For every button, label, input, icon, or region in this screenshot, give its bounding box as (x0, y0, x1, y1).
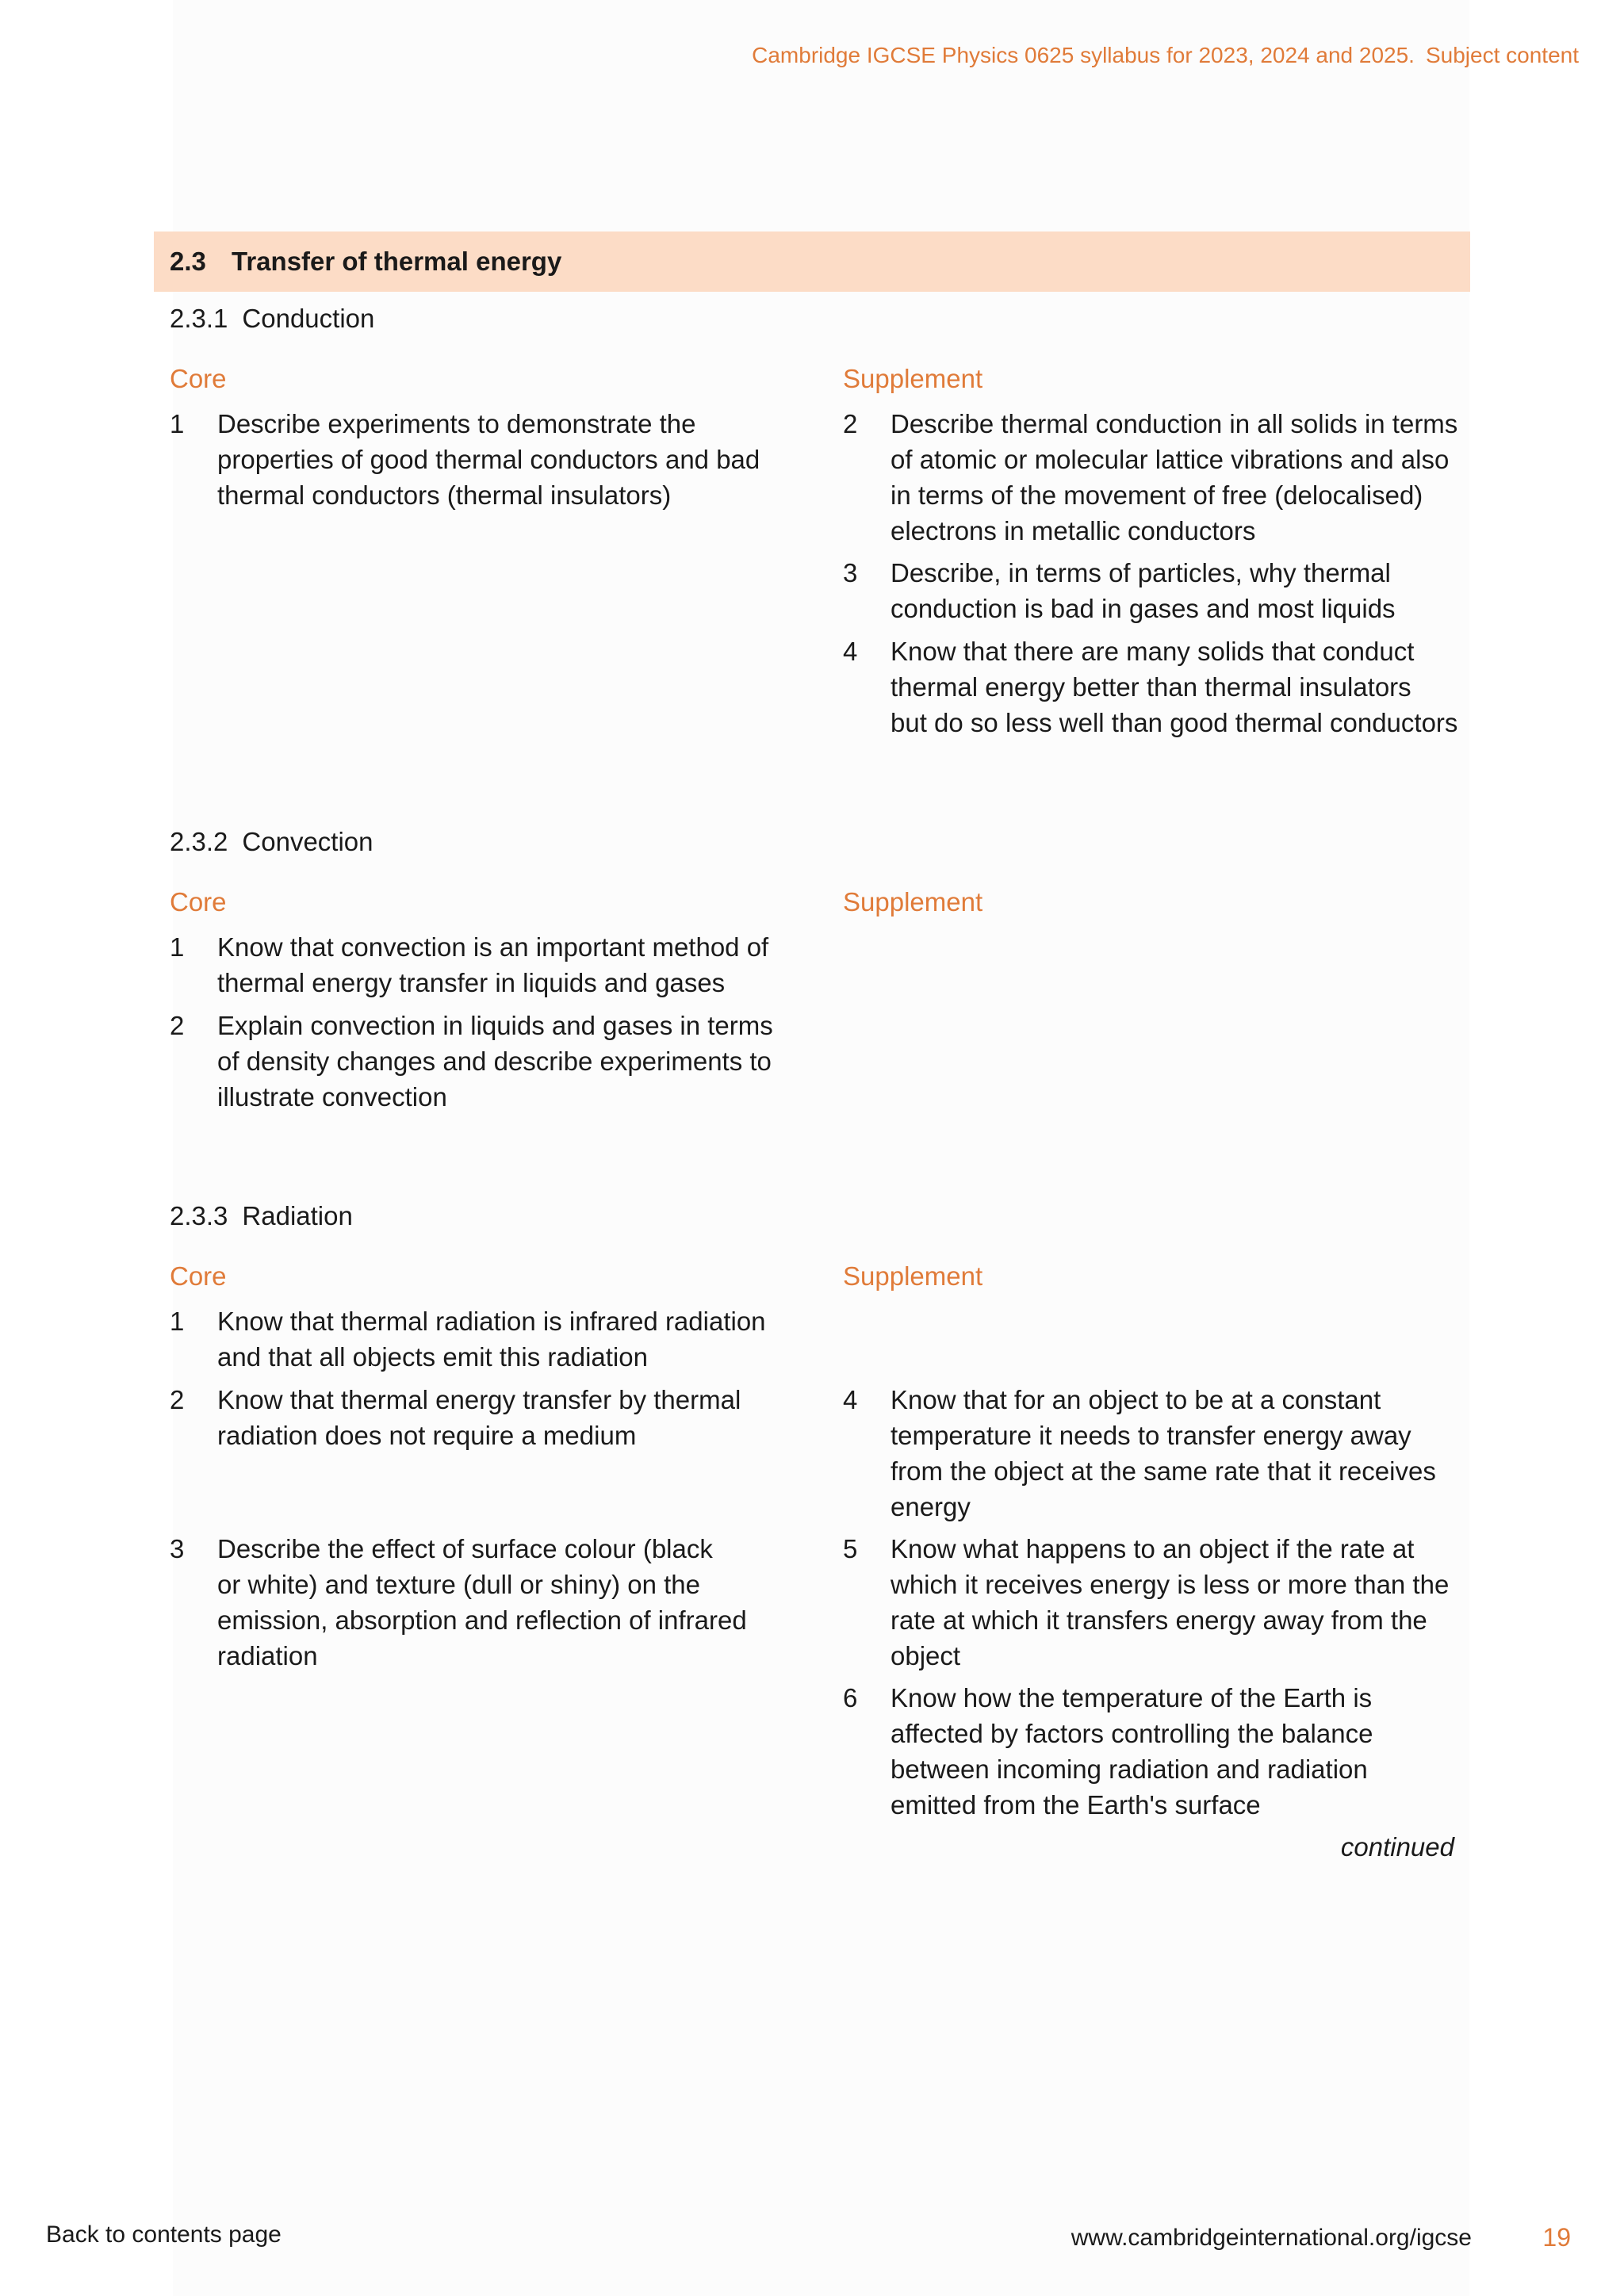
item-line: affected by factors controlling the balance (891, 1719, 1373, 1748)
item-number: 4 (843, 1385, 858, 1414)
subsection-title: Radiation (242, 1201, 353, 1230)
item-line: Know how the temperature of the Earth is (891, 1683, 1373, 1712)
subsection-number: 2.3.2 (170, 827, 228, 856)
item-line: in terms of the movement of free (delocalised) (891, 480, 1423, 510)
item-line: and that all objects emit this radiation (217, 1342, 648, 1372)
item-line: Know that convection is an important method of (217, 932, 769, 962)
item-text (891, 1531, 1477, 1674)
core-label: Core (170, 364, 227, 393)
core-label: Core (170, 887, 227, 916)
item-text (217, 1531, 804, 1674)
section-heading-bar (154, 232, 1470, 292)
item-line: properties of good thermal conductors and bad (217, 445, 760, 474)
item-line: between incoming radiation and radiation (891, 1755, 1368, 1784)
subsection-number: 2.3.1 (170, 304, 228, 333)
item-text (891, 555, 1477, 626)
item-line: but do so less well than good thermal conductors (891, 708, 1458, 737)
item-number: 3 (170, 1534, 185, 1563)
item-line: temperature it needs to transfer energy away (891, 1421, 1411, 1450)
supplement-label: Supplement (843, 887, 983, 916)
content-panel-background (173, 0, 1469, 2296)
item-line: thermal energy better than thermal insulators (891, 672, 1411, 702)
item-line: Explain convection in liquids and gases in terms (217, 1011, 773, 1040)
subsection-heading-convection (170, 827, 373, 857)
item-text (891, 406, 1477, 549)
item-line: Know that for an object to be at a constant (891, 1385, 1381, 1414)
item-line: of density changes and describe experiments to (217, 1047, 772, 1076)
item-number: 1 (170, 932, 185, 962)
item-number: 4 (843, 637, 858, 666)
item-line: conduction is bad in gases and most liquids (891, 594, 1396, 623)
running-header (752, 43, 1579, 68)
back-to-contents-link[interactable]: Back to contents page (46, 2221, 282, 2248)
item-line: thermal conductors (thermal insulators) (217, 480, 672, 510)
item-line: electrons in metallic conductors (891, 516, 1256, 545)
item-line: from the object at the same rate that it receives (891, 1456, 1436, 1486)
subsection-heading-conduction (170, 304, 374, 334)
item-line: emitted from the Earth's surface (891, 1790, 1261, 1820)
section-title: Transfer of thermal energy (232, 247, 562, 276)
item-number: 2 (170, 1385, 185, 1414)
subsection-title: Conduction (242, 304, 375, 333)
supplement-label: Supplement (843, 364, 983, 393)
item-line: Describe experiments to demonstrate the (217, 409, 696, 438)
item-line: Describe, in terms of particles, why thermal (891, 558, 1391, 587)
subsection-title: Convection (242, 827, 373, 856)
item-number: 2 (170, 1011, 185, 1040)
item-text (891, 633, 1477, 740)
item-line: Know that there are many solids that conduct (891, 637, 1415, 666)
continued-note: continued (1340, 1832, 1454, 1862)
item-line: rate at which it transfers energy away from the (891, 1605, 1427, 1635)
item-line: Describe the effect of surface colour (black (217, 1534, 713, 1563)
page-number: 19 (1542, 2223, 1571, 2252)
core-label: Core (170, 1261, 227, 1291)
subsection-heading-radiation (170, 1201, 353, 1231)
item-text (217, 406, 804, 513)
item-line: emission, absorption and reflection of infrared (217, 1605, 747, 1635)
item-number: 5 (843, 1534, 858, 1563)
item-line: which it receives energy is less or more than the (891, 1570, 1450, 1599)
running-header-section: Subject content (1425, 43, 1579, 67)
item-line: object (891, 1641, 961, 1670)
item-number: 3 (843, 558, 858, 587)
item-line: or white) and texture (dull or shiny) on the (217, 1570, 700, 1599)
item-line: energy (891, 1492, 971, 1521)
item-text (217, 1008, 804, 1115)
subsection-number: 2.3.3 (170, 1201, 228, 1230)
item-line: Describe thermal conduction in all solids in terms (891, 409, 1458, 438)
item-text (891, 1680, 1477, 1823)
website-link[interactable]: www.cambridgeinternational.org/igcse (1071, 2225, 1472, 2251)
item-text (217, 1382, 804, 1453)
item-number: 1 (170, 1307, 185, 1336)
running-header-title: Cambridge IGCSE Physics 0625 syllabus for 2023, 2024 and 2025. (752, 43, 1415, 67)
item-line: thermal energy transfer in liquids and gases (217, 968, 726, 997)
item-text (217, 1303, 804, 1375)
supplement-label: Supplement (843, 1261, 983, 1291)
item-number: 1 (170, 409, 185, 438)
item-line: of atomic or molecular lattice vibrations and also (891, 445, 1450, 474)
item-text (891, 1382, 1477, 1525)
item-line: Know what happens to an object if the rate at (891, 1534, 1415, 1563)
section-number: 2.3 (170, 247, 206, 276)
item-line: Know that thermal radiation is infrared radiation (217, 1307, 766, 1336)
item-line: illustrate convection (217, 1082, 447, 1112)
item-line: Know that thermal energy transfer by thermal (217, 1385, 741, 1414)
item-text (217, 929, 804, 1001)
item-number: 2 (843, 409, 858, 438)
item-line: radiation (217, 1641, 318, 1670)
item-number: 6 (843, 1683, 858, 1712)
item-line: radiation does not require a medium (217, 1421, 637, 1450)
